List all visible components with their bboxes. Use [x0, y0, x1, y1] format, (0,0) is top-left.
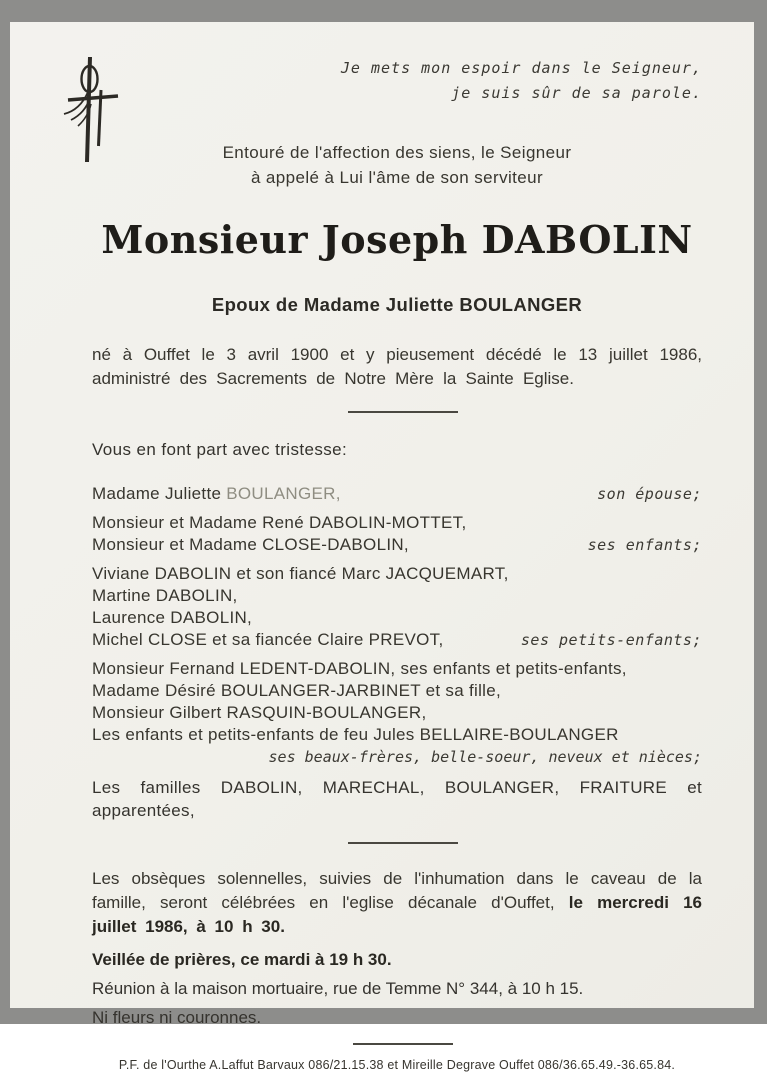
mourner-name: Monsieur et Madame CLOSE-DABOLIN, [92, 535, 409, 554]
memorial-card [10, 22, 754, 1072]
intro-text [92, 140, 702, 190]
vigil-line: Veillée de prières, ce mardi à 19 h 30. [92, 950, 392, 969]
mourner-line: Laurence DABOLIN, [92, 608, 253, 627]
ceremony-date-bold: le mercredi 16 juillet 1986, à 10 h 30. [92, 893, 703, 936]
mourner-line: Les enfants et petits-enfants de feu Jules BELLAIRE-BOULANGER [92, 725, 619, 744]
mourner-line [92, 629, 702, 651]
spouse-line: Epoux de Madame Juliette BOULANGER [211, 294, 583, 315]
mourner-group-grandchildren [92, 563, 702, 651]
mourner-widow [92, 483, 702, 505]
mourner-name: Michel CLOSE et sa fiancée Claire PREVOT, [92, 630, 444, 649]
gathering-line: Réunion à la maison mortuaire, rue de Temme N° 344, à 10 h 15. [92, 979, 584, 998]
epigraph-line-1: Je mets mon espoir dans le Seigneur, [340, 59, 702, 77]
relation-inlaws: ses beaux-frères, belle-soeur, neveux et nièces; [268, 748, 702, 766]
intro-line-2: à appelé à Lui l'âme de son serviteur [250, 168, 544, 187]
widow-faded-name: BOULANGER, [226, 484, 341, 503]
divider-1 [348, 411, 458, 413]
funeral-home-footer: P.F. de l'Ourthe A.Laffut Barvaux 086/21.15.38 et Mireille Degrave Ouffet 086/36.65.49.-36.65.84. [118, 1058, 676, 1072]
ceremony-text: Les obsèques solennelles, suivies de l'inhumation dans le caveau de la famille, seront célébrées en l'eglise décanale d'Ouffet, [92, 869, 702, 912]
mourner-line [92, 534, 702, 556]
relation-children: ses enfants; [587, 536, 702, 554]
epigraph-line-2: je suis sûr de sa parole. [451, 84, 702, 102]
ceremony-paragraph [92, 867, 702, 939]
intro-line-1: Entouré de l'affection des siens, le Seigneur [222, 143, 572, 162]
mourner-group-inlaws [92, 658, 702, 768]
mourner-line: Madame Désiré BOULANGER-JARBINET et sa fille, [92, 681, 502, 700]
announcement-heading: Vous en font part avec tristesse: [92, 440, 348, 459]
relation-grandchildren: ses petits-enfants; [520, 631, 702, 649]
flowers-line: Ni fleurs ni couronnes. [92, 1008, 262, 1027]
mourner-line: Martine DABOLIN, [92, 586, 238, 605]
divider-3 [353, 1043, 453, 1045]
mourner-line: Monsieur Fernand LEDENT-DABOLIN, ses enfants et petits-enfants, [92, 659, 627, 678]
relation-wife: son épouse; [597, 485, 702, 503]
deceased-name: Monsieur Joseph DABOLIN [101, 217, 693, 262]
card-content [10, 22, 754, 1072]
epigraph [92, 22, 702, 106]
mourner-line: Monsieur et Madame René DABOLIN-MOTTET, [92, 513, 467, 532]
divider-2 [348, 842, 458, 844]
mourner-group-children [92, 512, 702, 556]
mourner-line: Monsieur Gilbert RASQUIN-BOULANGER, [92, 703, 427, 722]
families-paragraph: Les familles DABOLIN, MARECHAL, BOULANGER, FRAITURE et apparentées, [92, 778, 702, 820]
cross-icon [60, 54, 122, 166]
biography-paragraph: né à Ouffet le 3 avril 1900 et y pieusement décédé le 13 juillet 1986, administré des Sacrements de Notre Mère la Sainte Eglise. [92, 345, 702, 388]
mourner-line: Viviane DABOLIN et son fiancé Marc JACQUEMART, [92, 564, 509, 583]
widow-prefix: Madame Juliette [92, 484, 227, 503]
